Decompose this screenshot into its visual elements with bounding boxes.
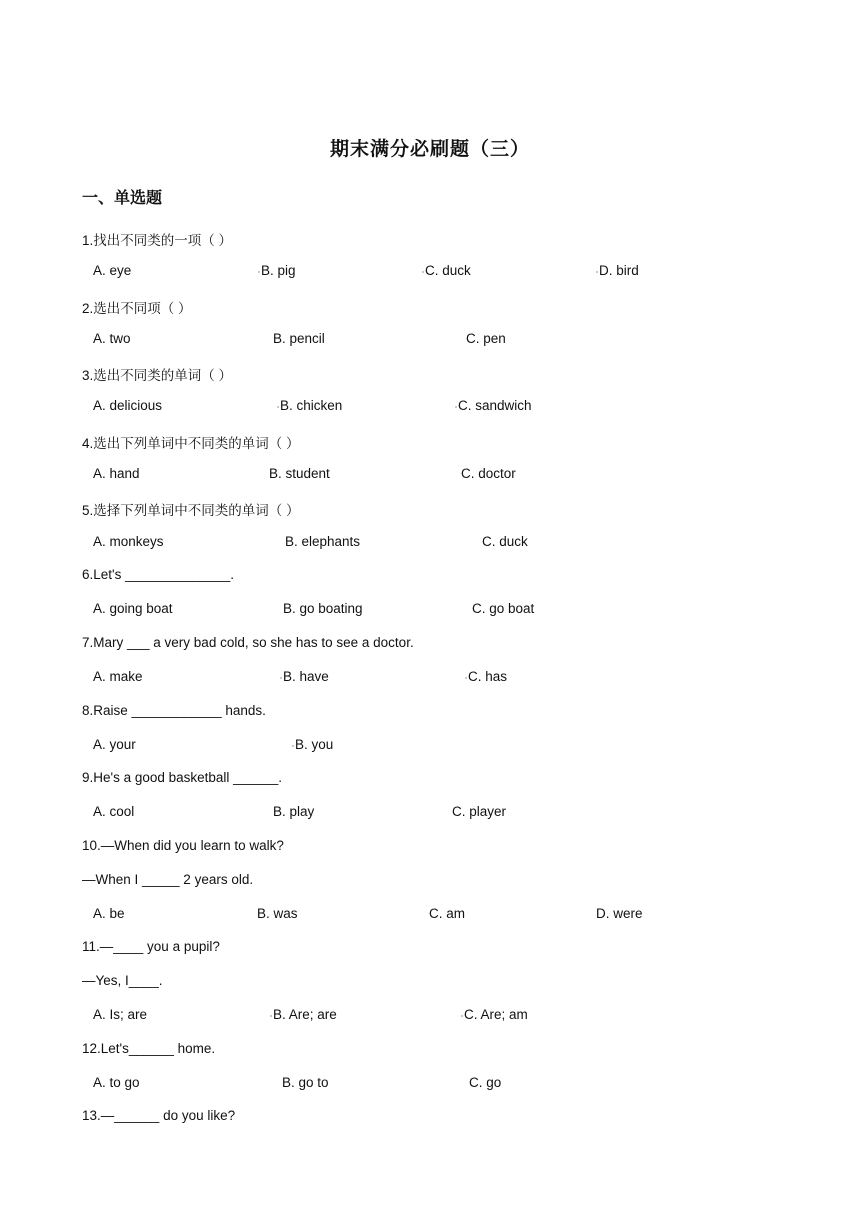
option-marker-dot bbox=[422, 271, 424, 273]
option-c: C. doctor bbox=[461, 466, 516, 481]
option-a: A. cool bbox=[93, 804, 135, 819]
option-a: A. be bbox=[93, 906, 125, 921]
option-b: B. was bbox=[257, 906, 298, 921]
question-stem: 2.选出不同项（ ） bbox=[82, 301, 192, 316]
option-marker-dot bbox=[455, 406, 457, 408]
option-b: B. elephants bbox=[285, 534, 361, 549]
option-c: C. player bbox=[452, 804, 507, 819]
option-b: B. pencil bbox=[273, 331, 325, 346]
option-b: B. go boating bbox=[283, 601, 363, 616]
section-heading: 一、单选题 bbox=[82, 188, 163, 207]
option-a: A. going boat bbox=[93, 601, 173, 616]
option-marker-dot bbox=[280, 677, 282, 679]
option-c: C. go boat bbox=[472, 601, 535, 616]
option-d: D. were bbox=[596, 906, 643, 921]
question-stem: 8.Raise ____________ hands. bbox=[82, 703, 266, 718]
option-a: A. monkeys bbox=[93, 534, 164, 549]
option-a: A. your bbox=[93, 737, 136, 752]
question-stem: 3.选出不同类的单词（ ） bbox=[82, 368, 233, 383]
question-stem: 13.—______ do you like? bbox=[82, 1108, 236, 1123]
option-c: C. Are; am bbox=[464, 1007, 528, 1022]
option-marker-dot bbox=[277, 406, 279, 408]
option-marker-dot bbox=[258, 271, 260, 273]
option-b: B. you bbox=[295, 737, 334, 752]
question-stem-line: —Yes, I____. bbox=[82, 973, 163, 988]
option-b: B. pig bbox=[261, 263, 296, 278]
option-marker-dot bbox=[596, 271, 598, 273]
option-c: C. go bbox=[469, 1075, 502, 1090]
question-stem: 11.—____ you a pupil? bbox=[82, 939, 220, 954]
option-b: B. play bbox=[273, 804, 315, 819]
option-b: B. go to bbox=[282, 1075, 329, 1090]
option-marker-dot bbox=[270, 1015, 272, 1017]
option-c: C. sandwich bbox=[458, 398, 532, 413]
question-stem: 5.选择下列单词中不同类的单词（ ） bbox=[82, 503, 300, 518]
question-stem: 12.Let's______ home. bbox=[82, 1041, 216, 1056]
page-title: 期末满分必刷题（三） bbox=[329, 138, 530, 160]
question-stem: 7.Mary ___ a very bad cold, so she has to see a doctor. bbox=[82, 635, 414, 650]
option-c: C. am bbox=[429, 906, 466, 921]
option-c: C. pen bbox=[466, 331, 506, 346]
option-a: A. to go bbox=[93, 1075, 140, 1090]
question-stem: 4.选出下列单词中不同类的单词（ ） bbox=[82, 436, 300, 451]
question-stem: 10.—When did you learn to walk? bbox=[82, 838, 284, 853]
option-b: B. Are; are bbox=[273, 1007, 337, 1022]
option-a: A. delicious bbox=[93, 398, 163, 413]
option-c: C. duck bbox=[425, 263, 471, 278]
question-stem: 9.He's a good basketball ______. bbox=[82, 770, 282, 785]
option-a: A. two bbox=[93, 331, 131, 346]
option-b: B. have bbox=[283, 669, 329, 684]
option-c: C. has bbox=[468, 669, 508, 684]
option-marker-dot bbox=[461, 1015, 463, 1017]
option-d: D. bird bbox=[599, 263, 639, 278]
option-b: B. chicken bbox=[280, 398, 343, 413]
option-a: A. make bbox=[93, 669, 143, 684]
option-marker-dot bbox=[292, 745, 294, 747]
option-a: A. hand bbox=[93, 466, 140, 481]
option-a: A. eye bbox=[93, 263, 132, 278]
question-stem: 6.Let's ______________. bbox=[82, 567, 234, 582]
question-stem-line: —When I _____ 2 years old. bbox=[82, 872, 254, 887]
option-c: C. duck bbox=[482, 534, 528, 549]
question-stem: 1.找出不同类的一项（ ） bbox=[82, 233, 233, 248]
option-b: B. student bbox=[269, 466, 330, 481]
option-a: A. Is; are bbox=[93, 1007, 148, 1022]
option-marker-dot bbox=[465, 677, 467, 679]
